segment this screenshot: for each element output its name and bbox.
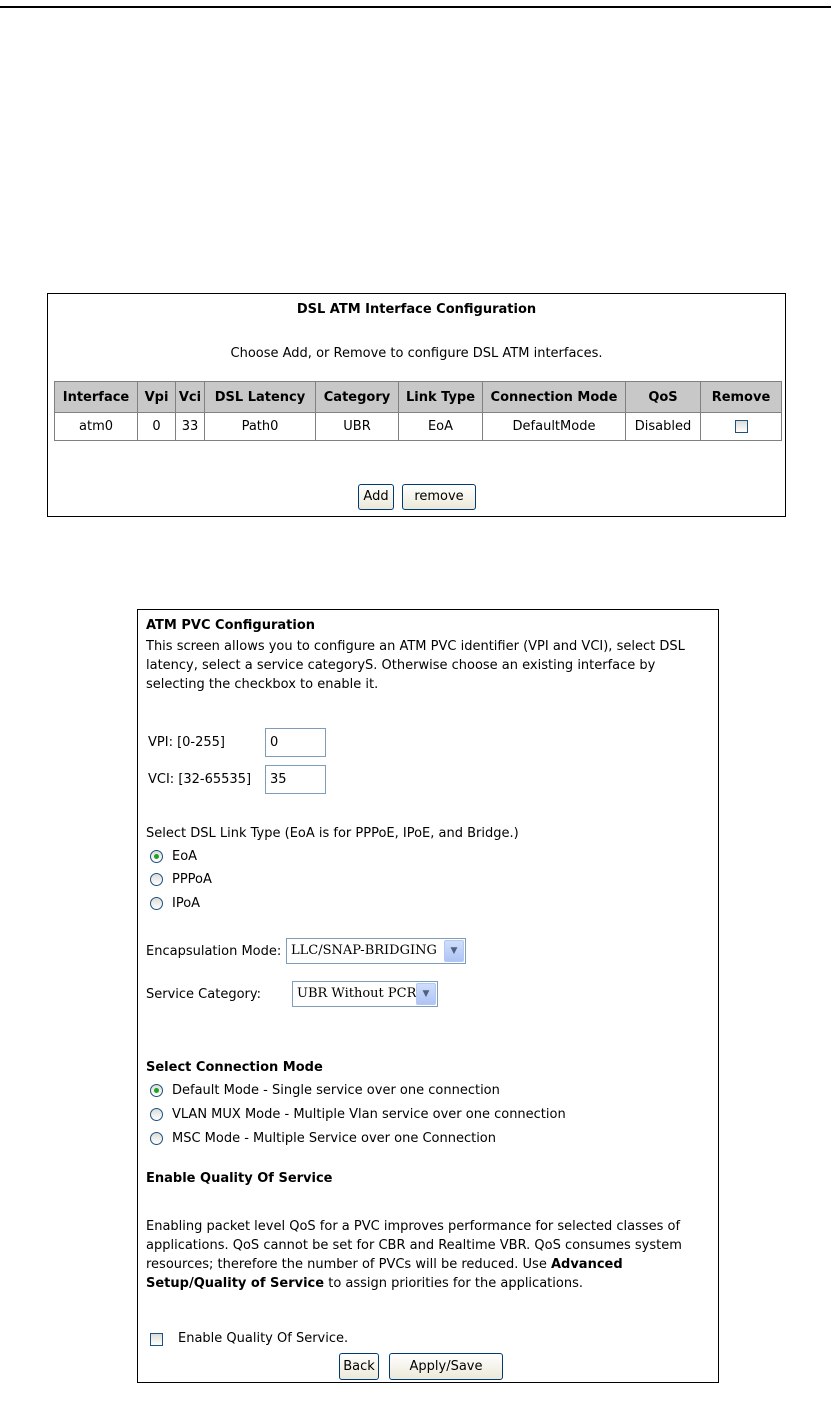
column-header: Link Type: [399, 382, 483, 413]
pppoa-radio-icon[interactable]: [150, 873, 163, 886]
column-header: DSL Latency: [205, 382, 316, 413]
column-header: QoS: [626, 382, 701, 413]
pvc-title: ATM PVC Configuration: [146, 618, 315, 633]
atm-interface-table: [54, 381, 782, 441]
eoa-label: EoA: [172, 849, 198, 864]
connection-mode-heading: Select Connection Mode: [146, 1060, 323, 1075]
qos-heading: Enable Quality Of Service: [146, 1171, 333, 1186]
column-header: Category: [316, 382, 399, 413]
qos-setup-link-text: Advanced Setup/Quality of Service: [146, 1257, 623, 1291]
ipoa-label: IPoA: [172, 896, 201, 911]
panel-description: Choose Add, or Remove to configure DSL ATM interfaces.: [230, 346, 603, 361]
column-header: Remove: [701, 382, 782, 413]
qos-description: [146, 1217, 716, 1293]
table-header-row: [55, 382, 782, 413]
default-mode-radio-icon[interactable]: [150, 1084, 163, 1097]
chevron-down-icon[interactable]: ▼: [416, 983, 436, 1005]
cell-qos: Disabled: [626, 413, 701, 441]
panel-title: DSL ATM Interface Configuration: [296, 302, 537, 317]
add-button[interactable]: Add: [358, 484, 394, 510]
vlan-mux-mode-label: VLAN MUX Mode - Multiple Vlan service over one connection: [172, 1107, 566, 1122]
vlan-mux-mode-radio-icon[interactable]: [150, 1108, 163, 1121]
vci-input[interactable]: [265, 765, 326, 794]
pppoa-label: PPPoA: [172, 872, 212, 887]
cell-interface: atm0: [55, 413, 138, 441]
page-top-rule: [0, 6, 831, 8]
cell-connection-mode: DefaultMode: [483, 413, 626, 441]
service-category-value: UBR Without PCR: [297, 986, 417, 1001]
eoa-radio-icon[interactable]: [150, 850, 163, 863]
default-mode-label: Default Mode - Single service over one connection: [172, 1083, 500, 1098]
remove-checkbox[interactable]: [735, 420, 748, 433]
vpi-label: VPI: [0-255]: [148, 735, 225, 750]
cell-category: UBR: [316, 413, 399, 441]
msc-mode-label: MSC Mode - Multiple Service over one Connection: [172, 1131, 497, 1146]
chevron-down-icon[interactable]: ▼: [444, 940, 464, 962]
cell-dsl-latency: Path0: [205, 413, 316, 441]
column-header: Vci: [176, 382, 205, 413]
atm-pvc-config-panel: [137, 609, 719, 1383]
ipoa-radio-icon[interactable]: [150, 897, 163, 910]
table-row: [55, 413, 782, 441]
encapsulation-label: Encapsulation Mode:: [146, 944, 282, 959]
cell-link-type: EoA: [399, 413, 483, 441]
service-category-select[interactable]: [292, 981, 438, 1007]
qos-checkbox-label: Enable Quality Of Service.: [178, 1331, 349, 1346]
msc-mode-radio-icon[interactable]: [150, 1132, 163, 1145]
vpi-input[interactable]: [265, 728, 326, 757]
cell-remove: [701, 413, 782, 441]
apply-save-button[interactable]: Apply/Save: [389, 1353, 503, 1380]
column-header: Interface: [55, 382, 138, 413]
pvc-description: This screen allows you to configure an ATM PVC identifier (VPI and VCI), select DSL latency, select a service categoryS. Otherwise choose an existing interface by selecting the checkbox to enable it.: [146, 639, 685, 692]
encapsulation-select[interactable]: [286, 938, 466, 964]
back-button[interactable]: Back: [339, 1353, 379, 1380]
dsl-atm-interface-panel: [47, 293, 786, 517]
qos-text-end: to assign priorities for the applications.: [328, 1276, 583, 1291]
remove-button[interactable]: remove: [402, 484, 476, 510]
qos-checkbox-icon[interactable]: [150, 1333, 163, 1346]
cell-vpi: 0: [138, 413, 176, 441]
qos-text: Enabling packet level QoS for a PVC improves performance for selected classes of applications. QoS cannot be set for CBR and Realtime VBR. QoS consumes system resources; therefore the number of PVCs will be reduced. Use: [146, 1219, 682, 1272]
service-category-label: Service Category:: [146, 987, 261, 1002]
vci-label: VCI: [32-65535]: [148, 772, 252, 787]
encapsulation-value: LLC/SNAP-BRIDGING: [291, 943, 437, 958]
column-header: Connection Mode: [483, 382, 626, 413]
column-header: Vpi: [138, 382, 176, 413]
cell-vci: 33: [176, 413, 205, 441]
link-type-label: Select DSL Link Type (EoA is for PPPoE, IPoE, and Bridge.): [146, 826, 519, 841]
